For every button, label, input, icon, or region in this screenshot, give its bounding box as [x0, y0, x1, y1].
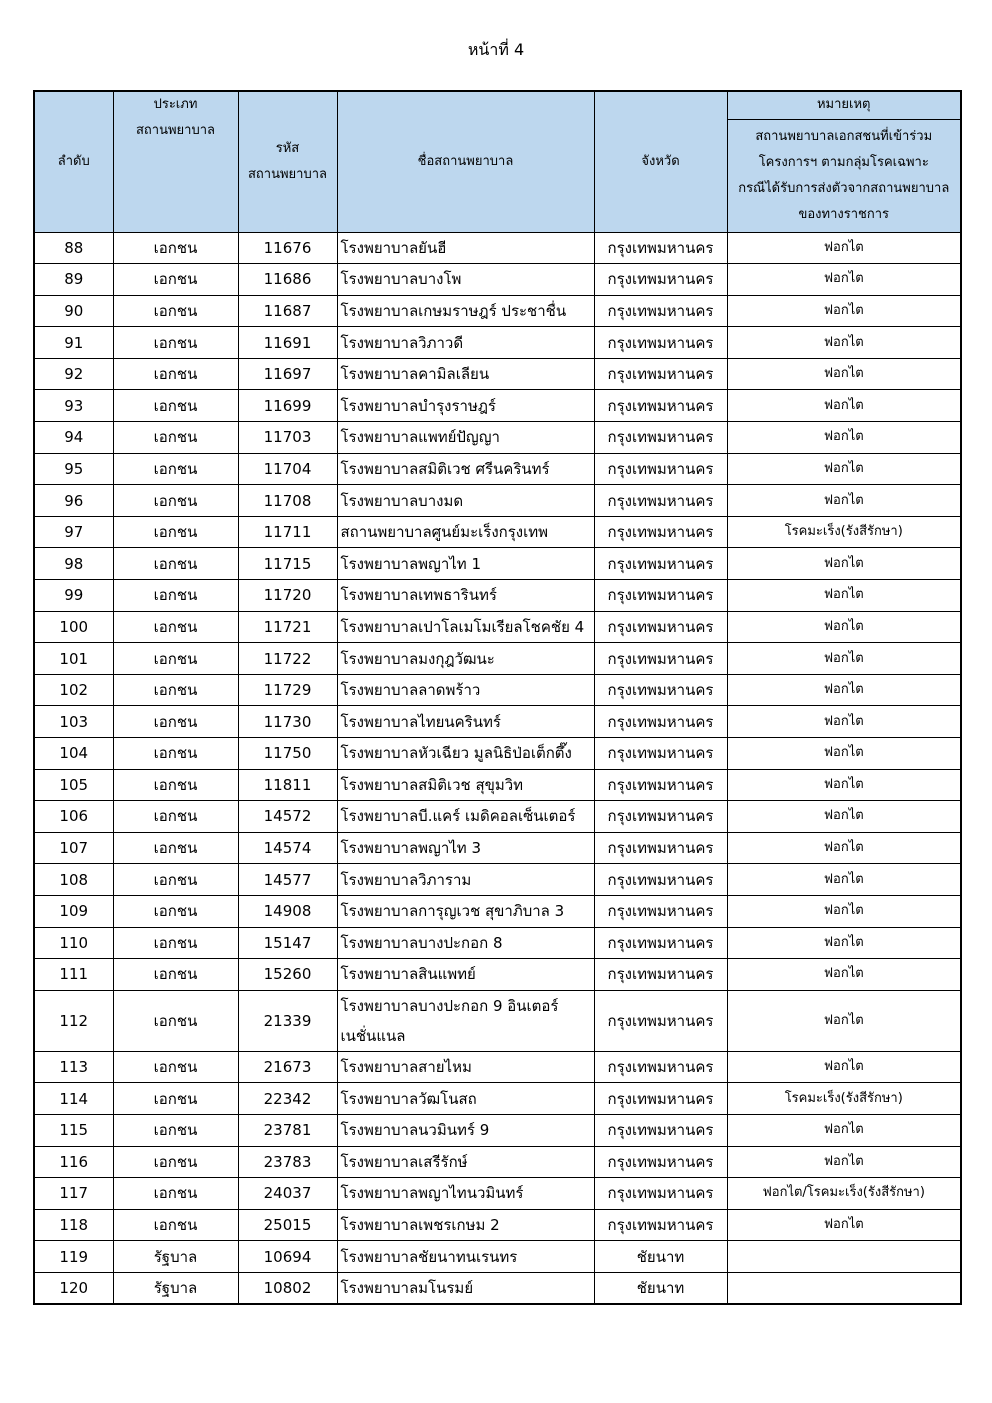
row-province: กรุงเทพมหานคร	[594, 485, 727, 517]
row-hospital-name: โรงพยาบาลหัวเฉียว มูลนิธิป่อเต็กตึ๊ง	[337, 738, 594, 770]
row-hospital-name: โรงพยาบาลสมิติเวช สุขุมวิท	[337, 769, 594, 801]
row-order: 102	[34, 674, 113, 706]
row-province: กรุงเทพมหานคร	[594, 1051, 727, 1083]
table-row	[34, 516, 961, 548]
row-remark: โรคมะเร็ง(รังสีรักษา)	[727, 1083, 961, 1115]
row-hospital-name: โรงพยาบาลเสรีรักษ์	[337, 1146, 594, 1178]
row-type: เอกชน	[113, 295, 238, 327]
row-code: 11704	[238, 453, 337, 485]
row-order: 104	[34, 738, 113, 770]
row-order: 103	[34, 706, 113, 738]
row-order: 117	[34, 1178, 113, 1210]
row-order: 98	[34, 548, 113, 580]
row-order: 109	[34, 895, 113, 927]
row-province: ชัยนาท	[594, 1241, 727, 1273]
row-remark: ฟอกไต/โรคมะเร็ง(รังสีรักษา)	[727, 1178, 961, 1210]
header-order: ลำดับ	[34, 91, 113, 232]
row-order: 92	[34, 358, 113, 390]
row-hospital-name: โรงพยาบาลยันฮี	[337, 232, 594, 264]
row-type: รัฐบาล	[113, 1241, 238, 1273]
row-type: เอกชน	[113, 1178, 238, 1210]
row-order: 90	[34, 295, 113, 327]
row-province: กรุงเทพมหานคร	[594, 959, 727, 991]
table-row	[34, 1051, 961, 1083]
row-type: เอกชน	[113, 264, 238, 296]
table-row	[34, 422, 961, 454]
row-province: กรุงเทพมหานคร	[594, 611, 727, 643]
table-header	[34, 91, 961, 232]
row-code: 14908	[238, 895, 337, 927]
row-code: 11697	[238, 358, 337, 390]
row-code: 23783	[238, 1146, 337, 1178]
row-code: 24037	[238, 1178, 337, 1210]
row-hospital-name: โรงพยาบาลมงกุฎวัฒนะ	[337, 643, 594, 675]
row-code: 11699	[238, 390, 337, 422]
row-type: เอกชน	[113, 927, 238, 959]
row-code: 23781	[238, 1114, 337, 1146]
row-code: 15260	[238, 959, 337, 991]
table-row	[34, 769, 961, 801]
row-code: 15147	[238, 927, 337, 959]
row-order: 111	[34, 959, 113, 991]
header-remark-detail: สถานพยาบาลเอกสชนที่เข้าร่วม โครงการฯ ตามกลุ่มโรคเฉพาะ กรณีได้รับการส่งตัวจากสถานพยาบาล ของทางราชการ	[727, 119, 961, 232]
row-order: 101	[34, 643, 113, 675]
table-row	[34, 1241, 961, 1273]
row-remark: ฟอกไต	[727, 422, 961, 454]
row-code: 11708	[238, 485, 337, 517]
row-code: 11750	[238, 738, 337, 770]
row-province: กรุงเทพมหานคร	[594, 1083, 727, 1115]
table-row	[34, 674, 961, 706]
row-order: 110	[34, 927, 113, 959]
hospital-table	[33, 90, 962, 1305]
row-province: กรุงเทพมหานคร	[594, 864, 727, 896]
row-order: 107	[34, 832, 113, 864]
row-type: เอกชน	[113, 1146, 238, 1178]
row-order: 112	[34, 990, 113, 1051]
row-remark: ฟอกไต	[727, 327, 961, 359]
row-type: เอกชน	[113, 738, 238, 770]
table-body	[34, 232, 961, 1304]
row-code: 11730	[238, 706, 337, 738]
table-row	[34, 643, 961, 675]
table-row	[34, 1146, 961, 1178]
row-remark	[727, 1241, 961, 1273]
table-row	[34, 990, 961, 1051]
header-province: จังหวัด	[594, 91, 727, 232]
table-row	[34, 1114, 961, 1146]
row-type: เอกชน	[113, 327, 238, 359]
row-type: เอกชน	[113, 643, 238, 675]
header-type: ประเภท สถานพยาบาล	[113, 91, 238, 232]
row-code: 11811	[238, 769, 337, 801]
row-hospital-name: โรงพยาบาลคามิลเลียน	[337, 358, 594, 390]
row-type: เอกชน	[113, 706, 238, 738]
row-code: 25015	[238, 1209, 337, 1241]
row-remark	[727, 1272, 961, 1304]
row-remark: ฟอกไต	[727, 1146, 961, 1178]
row-remark: ฟอกไต	[727, 453, 961, 485]
row-province: กรุงเทพมหานคร	[594, 927, 727, 959]
row-order: 108	[34, 864, 113, 896]
row-province: กรุงเทพมหานคร	[594, 706, 727, 738]
row-type: เอกชน	[113, 801, 238, 833]
row-type: เอกชน	[113, 1114, 238, 1146]
header-name: ชื่อสถานพยาบาล	[337, 91, 594, 232]
row-code: 11720	[238, 580, 337, 612]
row-hospital-name: โรงพยาบาลวิภาราม	[337, 864, 594, 896]
row-order: 89	[34, 264, 113, 296]
row-province: กรุงเทพมหานคร	[594, 548, 727, 580]
row-province: กรุงเทพมหานคร	[594, 674, 727, 706]
row-hospital-name: โรงพยาบาลสายไหม	[337, 1051, 594, 1083]
row-type: เอกชน	[113, 516, 238, 548]
row-order: 88	[34, 232, 113, 264]
row-hospital-name: โรงพยาบาลชัยนาทนเรนทร	[337, 1241, 594, 1273]
table-row	[34, 580, 961, 612]
row-order: 120	[34, 1272, 113, 1304]
row-hospital-name: โรงพยาบาลมโนรมย์	[337, 1272, 594, 1304]
row-order: 93	[34, 390, 113, 422]
row-province: กรุงเทพมหานคร	[594, 327, 727, 359]
row-remark: ฟอกไต	[727, 580, 961, 612]
row-code: 10802	[238, 1272, 337, 1304]
row-type: เอกชน	[113, 832, 238, 864]
row-province: กรุงเทพมหานคร	[594, 580, 727, 612]
row-hospital-name: โรงพยาบาลเปาโลเมโมเรียลโชคชัย 4	[337, 611, 594, 643]
row-remark: ฟอกไต	[727, 643, 961, 675]
table-row	[34, 927, 961, 959]
row-code: 21673	[238, 1051, 337, 1083]
row-order: 114	[34, 1083, 113, 1115]
table-row	[34, 738, 961, 770]
row-hospital-name: โรงพยาบาลบางโพ	[337, 264, 594, 296]
row-code: 11686	[238, 264, 337, 296]
row-remark: ฟอกไต	[727, 927, 961, 959]
table-row	[34, 327, 961, 359]
row-province: กรุงเทพมหานคร	[594, 1209, 727, 1241]
row-hospital-name: โรงพยาบาลบำรุงราษฎร์	[337, 390, 594, 422]
row-hospital-name: โรงพยาบาลบางปะกอก 9 อินเตอร์เนชั่นแนล	[337, 990, 594, 1051]
row-order: 113	[34, 1051, 113, 1083]
row-code: 11687	[238, 295, 337, 327]
row-hospital-name: โรงพยาบาลพญาไทนวมินทร์	[337, 1178, 594, 1210]
page-number: หน้าที่ 4	[467, 40, 525, 59]
row-hospital-name: โรงพยาบาลบี.แคร์ เมดิคอลเซ็นเตอร์	[337, 801, 594, 833]
table-row	[34, 232, 961, 264]
row-type: เอกชน	[113, 895, 238, 927]
row-code: 14572	[238, 801, 337, 833]
table-row	[34, 832, 961, 864]
row-remark: ฟอกไต	[727, 990, 961, 1051]
row-code: 11691	[238, 327, 337, 359]
row-hospital-name: โรงพยาบาลลาดพร้าว	[337, 674, 594, 706]
table-row	[34, 706, 961, 738]
row-remark: ฟอกไต	[727, 706, 961, 738]
row-type: เอกชน	[113, 1209, 238, 1241]
row-remark: ฟอกไต	[727, 674, 961, 706]
row-code: 11721	[238, 611, 337, 643]
row-type: เอกชน	[113, 611, 238, 643]
row-province: กรุงเทพมหานคร	[594, 801, 727, 833]
row-province: กรุงเทพมหานคร	[594, 990, 727, 1051]
row-order: 119	[34, 1241, 113, 1273]
row-hospital-name: โรงพยาบาลสมิติเวช ศรีนครินทร์	[337, 453, 594, 485]
row-remark: ฟอกไต	[727, 864, 961, 896]
row-remark: ฟอกไต	[727, 801, 961, 833]
row-code: 11703	[238, 422, 337, 454]
row-hospital-name: โรงพยาบาลนวมินทร์ 9	[337, 1114, 594, 1146]
table-row	[34, 264, 961, 296]
row-code: 11711	[238, 516, 337, 548]
row-type: เอกชน	[113, 580, 238, 612]
row-code: 22342	[238, 1083, 337, 1115]
row-code: 14577	[238, 864, 337, 896]
row-code: 14574	[238, 832, 337, 864]
row-remark: ฟอกไต	[727, 1114, 961, 1146]
row-remark: ฟอกไต	[727, 548, 961, 580]
row-order: 116	[34, 1146, 113, 1178]
row-code: 11715	[238, 548, 337, 580]
table-row	[34, 1083, 961, 1115]
row-type: เอกชน	[113, 390, 238, 422]
row-order: 91	[34, 327, 113, 359]
row-remark: ฟอกไต	[727, 390, 961, 422]
row-order: 118	[34, 1209, 113, 1241]
row-order: 106	[34, 801, 113, 833]
row-province: กรุงเทพมหานคร	[594, 1146, 727, 1178]
row-province: กรุงเทพมหานคร	[594, 1114, 727, 1146]
row-type: เอกชน	[113, 358, 238, 390]
row-remark: ฟอกไต	[727, 769, 961, 801]
row-hospital-name: โรงพยาบาลแพทย์ปัญญา	[337, 422, 594, 454]
row-type: เอกชน	[113, 485, 238, 517]
row-province: กรุงเทพมหานคร	[594, 422, 727, 454]
row-remark: ฟอกไต	[727, 738, 961, 770]
row-hospital-name: โรงพยาบาลเทพธารินทร์	[337, 580, 594, 612]
table-row	[34, 548, 961, 580]
row-province: กรุงเทพมหานคร	[594, 516, 727, 548]
table-row	[34, 358, 961, 390]
row-hospital-name: โรงพยาบาลวิภาวดี	[337, 327, 594, 359]
row-province: กรุงเทพมหานคร	[594, 453, 727, 485]
header-remark: หมายเหตุ	[727, 91, 961, 119]
row-hospital-name: โรงพยาบาลไทยนครินทร์	[337, 706, 594, 738]
row-remark: ฟอกไต	[727, 295, 961, 327]
row-remark: ฟอกไต	[727, 895, 961, 927]
row-order: 95	[34, 453, 113, 485]
row-type: เอกชน	[113, 959, 238, 991]
row-province: กรุงเทพมหานคร	[594, 1178, 727, 1210]
row-hospital-name: สถานพยาบาลศูนย์มะเร็งกรุงเทพ	[337, 516, 594, 548]
row-type: เอกชน	[113, 674, 238, 706]
row-hospital-name: โรงพยาบาลเกษมราษฎร์ ประชาชื่น	[337, 295, 594, 327]
table-row	[34, 295, 961, 327]
row-type: เอกชน	[113, 769, 238, 801]
row-type: เอกชน	[113, 232, 238, 264]
table-row	[34, 1178, 961, 1210]
row-hospital-name: โรงพยาบาลวัฒโนสถ	[337, 1083, 594, 1115]
table-row	[34, 864, 961, 896]
row-hospital-name: โรงพยาบาลการุญเวช สุขาภิบาล 3	[337, 895, 594, 927]
row-code: 11722	[238, 643, 337, 675]
row-order: 94	[34, 422, 113, 454]
row-hospital-name: โรงพยาบาลเพชรเกษม 2	[337, 1209, 594, 1241]
row-code: 11729	[238, 674, 337, 706]
row-province: กรุงเทพมหานคร	[594, 390, 727, 422]
row-remark: ฟอกไต	[727, 959, 961, 991]
row-hospital-name: โรงพยาบาลพญาไท 1	[337, 548, 594, 580]
row-province: กรุงเทพมหานคร	[594, 264, 727, 296]
table-row	[34, 895, 961, 927]
row-province: กรุงเทพมหานคร	[594, 232, 727, 264]
table-row	[34, 959, 961, 991]
row-remark: ฟอกไต	[727, 264, 961, 296]
row-province: กรุงเทพมหานคร	[594, 769, 727, 801]
row-province: กรุงเทพมหานคร	[594, 738, 727, 770]
table-row	[34, 801, 961, 833]
row-type: รัฐบาล	[113, 1272, 238, 1304]
row-province: กรุงเทพมหานคร	[594, 295, 727, 327]
row-code: 21339	[238, 990, 337, 1051]
row-order: 97	[34, 516, 113, 548]
row-order: 100	[34, 611, 113, 643]
row-type: เอกชน	[113, 864, 238, 896]
row-remark: ฟอกไต	[727, 485, 961, 517]
table-row	[34, 485, 961, 517]
row-order: 115	[34, 1114, 113, 1146]
row-code: 11676	[238, 232, 337, 264]
row-province: กรุงเทพมหานคร	[594, 832, 727, 864]
table-row	[34, 453, 961, 485]
row-order: 99	[34, 580, 113, 612]
table-row	[34, 1209, 961, 1241]
row-remark: ฟอกไต	[727, 832, 961, 864]
row-type: เอกชน	[113, 1051, 238, 1083]
row-remark: โรคมะเร็ง(รังสีรักษา)	[727, 516, 961, 548]
row-type: เอกชน	[113, 1083, 238, 1115]
row-hospital-name: โรงพยาบาลสินแพทย์	[337, 959, 594, 991]
row-hospital-name: โรงพยาบาลบางมด	[337, 485, 594, 517]
row-remark: ฟอกไต	[727, 1051, 961, 1083]
table-row	[34, 390, 961, 422]
row-province: กรุงเทพมหานคร	[594, 895, 727, 927]
row-type: เอกชน	[113, 453, 238, 485]
row-type: เอกชน	[113, 990, 238, 1051]
row-type: เอกชน	[113, 548, 238, 580]
row-province: ชัยนาท	[594, 1272, 727, 1304]
row-province: กรุงเทพมหานคร	[594, 358, 727, 390]
row-hospital-name: โรงพยาบาลบางปะกอก 8	[337, 927, 594, 959]
table-row	[34, 611, 961, 643]
row-remark: ฟอกไต	[727, 232, 961, 264]
row-type: เอกชน	[113, 422, 238, 454]
table-row	[34, 1272, 961, 1304]
row-remark: ฟอกไต	[727, 1209, 961, 1241]
row-remark: ฟอกไต	[727, 611, 961, 643]
row-order: 105	[34, 769, 113, 801]
row-order: 96	[34, 485, 113, 517]
row-remark: ฟอกไต	[727, 358, 961, 390]
row-hospital-name: โรงพยาบาลพญาไท 3	[337, 832, 594, 864]
row-province: กรุงเทพมหานคร	[594, 643, 727, 675]
header-code: รหัส สถานพยาบาล	[238, 91, 337, 232]
row-code: 10694	[238, 1241, 337, 1273]
